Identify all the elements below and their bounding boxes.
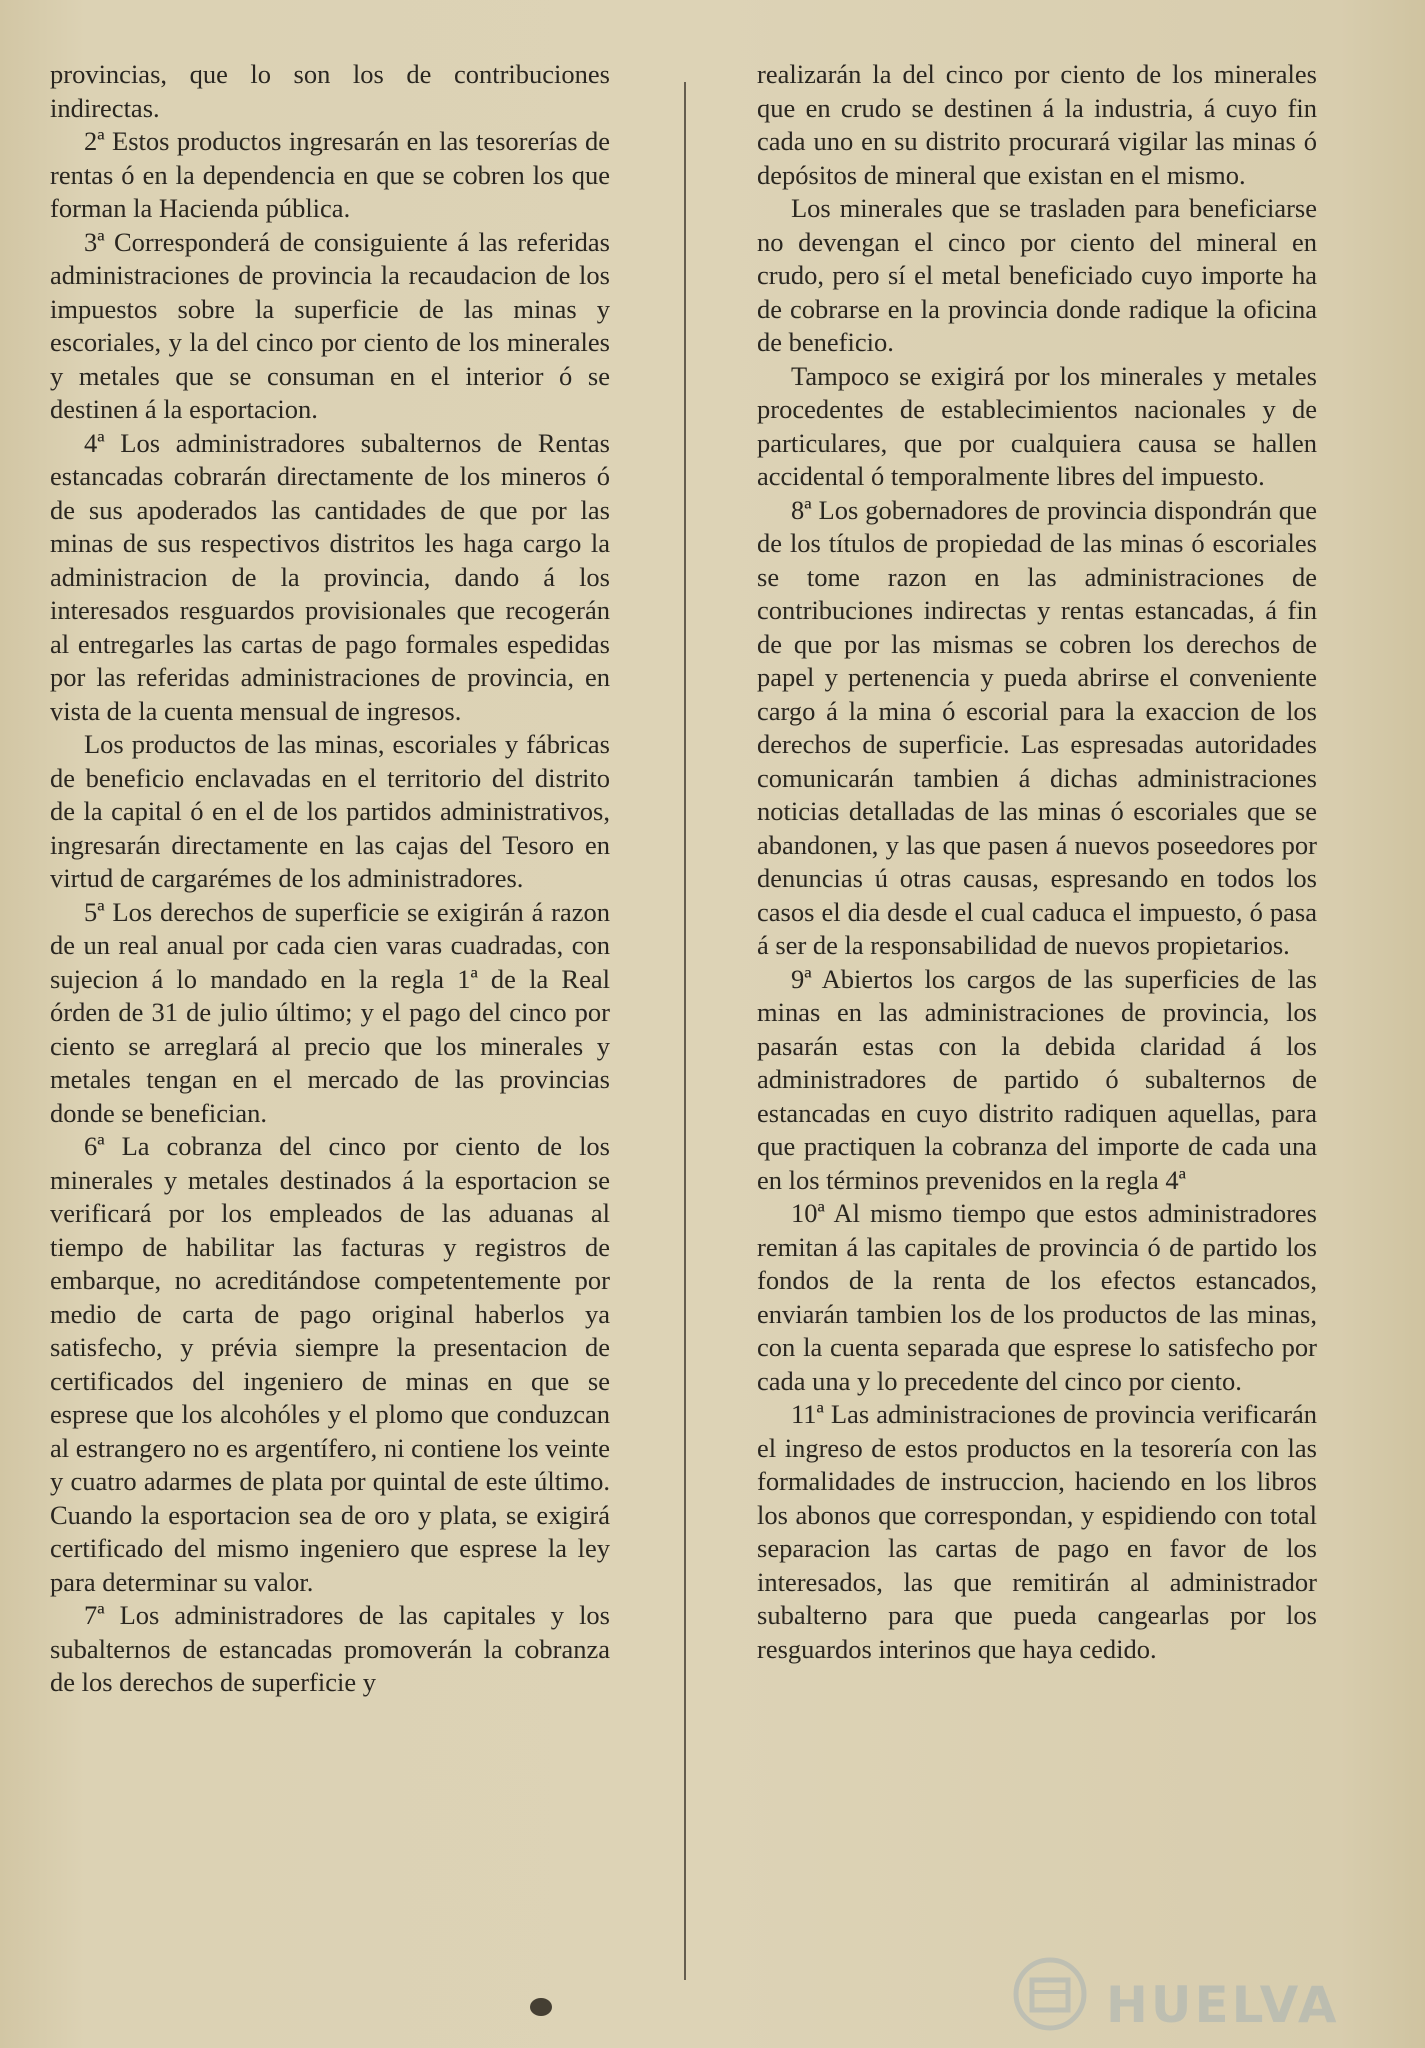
paragraph-rule-5: 5ª Los derechos de superficie se exigirán á razon de un real anual por cada cien varas cuadradas, con sujecion á lo mandado en la regla 1ª de la Real órden de 31 de julio último; y el pago del cinco por ciento se arreglará al precio que los minerales y metales tengan en el mercado de las provincias donde se benefician. [50,896,610,1128]
paragraph-continuation-right: realizarán la del cinco por ciento de los minerales que en crudo se destinen á la industria, á cuyo fin cada uno en su distrito procurará vigilar las minas ó depósitos de mineral que existan en el mismo. [757,59,1317,190]
paragraph-rule-8: 8ª Los gobernadores de provincia dispondrán que de los títulos de propiedad de las minas ó escoriales se tome razon en las administraciones de contribuciones indirectas y rentas estancadas, á fin de que por las mismas se cobren los derechos de papel y pertenencia y pueda abrirse el conveniente cargo á la mina ó escorial para la exaccion de los derechos de superficie. Las espresadas autoridades comunicarán tambien á dichas administraciones noticias detalladas de las minas ó escoriales que se abandonen, y las que pasen á nuevos poseedores por denuncias ú otras causas, espresando en todos los casos el dia desde el cual caduca el impuesto, ó pasa á ser de la responsabilidad de nuevos propietarios. [757,494,1317,960]
watermark-text: HUELVA [1106,1976,1340,2034]
paragraph-exemptions: Tampoco se exigirá por los minerales y metales procedentes de establecimientos nacionales y de particulares, que por cualquiera causa se hallen accidental ó temporalmente libres del impuesto. [757,360,1317,491]
paragraph-transferred-minerals: Los minerales que se trasladen para beneficiarse no devengan el cinco por ciento del mineral en crudo, pero sí el metal beneficiado cuyo importe ha de cobrarse en la provincia donde radique la oficina de beneficio. [757,193,1317,357]
archive-watermark [1010,1946,1370,2036]
paragraph-rule-4: 4ª Los administradores subalternos de Rentas estancadas cobrarán directamente de los mineros ó de sus apoderados las cantidades de que por las minas de sus respectivos distritos les haga cargo la administracion de la provincia, dando á los interesados resguardos provisionales que recogerán al entregarles las cartas de pago formales espedidas por las referidas administraciones de provincia, en vista de la cuenta mensual de ingresos. [50,427,610,726]
paragraph-rule-6: 6ª La cobranza del cinco por ciento de los minerales y metales destinados á la esportacion se verificará por los empleados de las aduanas al tiempo de habilitar las facturas y registros de embarque, no acreditándose competentemente por medio de carta de pago original haberlos ya satisfecho, y prévia siempre la presentacion de certificados del ingeniero de minas en que se esprese que los alcohóles y el plomo que conduzcan al estrangero no es argentífero, ni contiene los veinte y cuatro adarmes de plata por quintal de este último. Cuando la esportacion sea de oro y plata, se exigirá certificado del mismo ingeniero que esprese la ley para determinar su valor. [50,1131,610,1597]
paragraph-rule-3: 3ª Corresponderá de consiguiente á las referidas administraciones de provincia la recaudacion de los impuestos sobre la superficie de las minas y escoriales, y la del cinco por ciento de los minerales y metales que se consuman en el interior ó se destinen á la esportacion. [50,226,610,424]
archive-seal-icon [1010,1954,1090,2034]
paragraph-rule-7: 7ª Los administradores de las capitales y los subalternos de estancadas promoverán la cobranza de los derechos de superficie y [50,1600,610,1697]
column-divider [684,82,686,1980]
paragraph-rule-10: 10ª Al mismo tiempo que estos administradores remitan á las capitales de provincia ó de partido los fondos de la renta de los efectos estancados, enviarán tambien los de los productos de las minas, con la cuenta separada que esprese lo satisfecho por cada una y lo precedente del cinco por ciento. [757,1198,1317,1396]
ink-blot [530,1998,552,2016]
paragraph-continuation: provincias, que lo son los de contribuciones indirectas. [50,59,610,123]
paragraph-rule-9: 9ª Abiertos los cargos de las superficies de las minas en las administraciones de provincia, los pasarán estas con la debida claridad á los administradores de partido ó subalternos de estancadas en cuyo distrito radiquen aquellas, para que practiquen la cobranza del importe de cada una en los términos prevenidos en la regla 4ª [757,963,1317,1195]
paragraph-rule-11: 11ª Las administraciones de provincia verificarán el ingreso de estos productos en la tesorería con las formalidades de instruccion, haciendo en los libros los abonos que correspondan, y espidiendo con total separacion las cartas de pago en favor de los interesados, las que remitirán al administrador subalterno para que pueda cangearlas por los resguardos interinos que haya cedido. [757,1399,1317,1664]
right-column [757,58,1317,1666]
left-column [50,58,610,1700]
paragraph-rule-2: 2ª Estos productos ingresarán en las tesorerías de rentas ó en la dependencia en que se cobren los que forman la Hacienda pública. [50,126,610,223]
paragraph-products: Los productos de las minas, escoriales y fábricas de beneficio enclavadas en el territorio del distrito de la capital ó en el de los partidos administrativos, ingresarán directamente en las cajas del Tesoro en virtud de cargarémes de los administradores. [50,729,610,893]
